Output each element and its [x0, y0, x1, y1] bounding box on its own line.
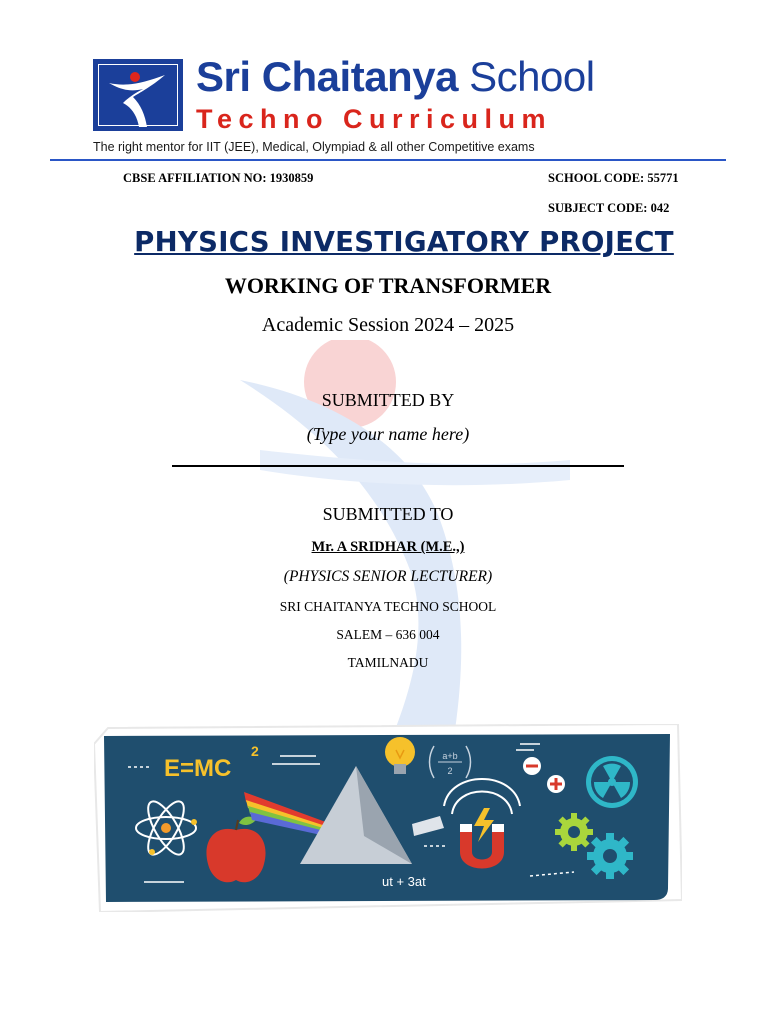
submitted-by-label: SUBMITTED BY: [321, 390, 455, 410]
academic-session: Academic Session 2024 – 2025: [261, 314, 515, 336]
brand-name: Sri Chaitanya School: [196, 53, 595, 100]
affiliation-number: CBSE AFFILIATION NO: 1930859: [123, 171, 314, 185]
minus-icon: [523, 757, 541, 775]
school-code: SCHOOL CODE: 55771: [548, 171, 679, 185]
runner-icon: [99, 65, 180, 128]
project-title: PHYSICS INVESTIGATORY PROJECT: [134, 226, 674, 258]
school-logo: [93, 59, 183, 131]
science-banner: [94, 724, 682, 912]
school-name: SRI CHAITANYA TECHNO SCHOOL: [279, 599, 497, 614]
radiation-icon: [586, 756, 638, 808]
brand-tagline: The right mentor for IIT (JEE), Medical, Olympiad & all other Competitive exams: [93, 140, 535, 154]
gear-icon: [555, 813, 593, 851]
project-subtitle: WORKING OF TRANSFORMER: [224, 273, 552, 298]
name-underline: [172, 465, 624, 467]
gear-icon: [587, 833, 633, 879]
school-city: SALEM – 636 004: [336, 627, 440, 642]
student-name: (Type your name here): [306, 424, 470, 444]
submitted-to-label: SUBMITTED TO: [322, 504, 454, 524]
formula-emc: E=MC: [164, 755, 232, 782]
teacher-role: (PHYSICS SENIOR LECTURER): [283, 568, 493, 585]
subject-code: SUBJECT CODE: 042: [548, 201, 670, 215]
formula-emc-exponent: 2: [251, 743, 259, 759]
brand-program: Techno Curriculum: [196, 104, 553, 134]
formula-motion: ut + 3at: [382, 874, 426, 889]
school-state: TAMILNADU: [347, 655, 429, 670]
header-divider: [50, 159, 726, 161]
svg-text:2: 2: [447, 766, 453, 776]
plus-icon: [547, 775, 565, 793]
teacher-name: Mr. A SRIDHAR (M.E.,): [311, 539, 465, 555]
svg-text:a+b: a+b: [442, 751, 458, 761]
